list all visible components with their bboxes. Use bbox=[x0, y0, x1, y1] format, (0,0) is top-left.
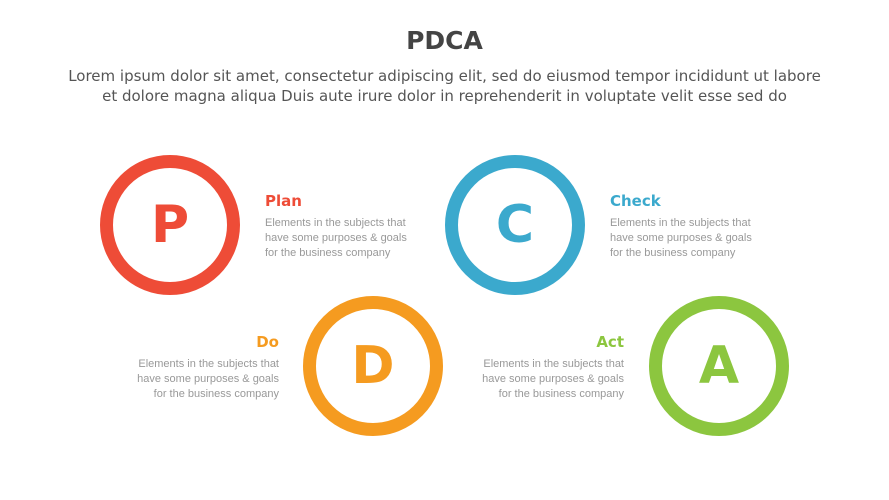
step-description: Elements in the subjects that have some purposes & goals for the business company bbox=[137, 358, 279, 400]
subtitle bbox=[0, 66, 889, 106]
step-label: Act bbox=[596, 333, 624, 351]
act-circle: A bbox=[649, 296, 789, 436]
act-block bbox=[454, 333, 624, 402]
plan-circle: P bbox=[100, 155, 240, 295]
step-label: Do bbox=[256, 333, 279, 351]
check-circle: C bbox=[445, 155, 585, 295]
subtitle-line: et dolore magna aliqua Duis aute irure dolor in reprehenderit in voluptate velit esse sed do bbox=[102, 87, 787, 105]
do-block bbox=[109, 333, 279, 402]
step-description: Elements in the subjects that have some purposes & goals for the business company bbox=[610, 217, 752, 259]
step-description: Elements in the subjects that have some purposes & goals for the business company bbox=[265, 217, 407, 259]
check-block bbox=[610, 192, 780, 261]
plan-block bbox=[265, 192, 435, 261]
subtitle-line: Lorem ipsum dolor sit amet, consectetur adipiscing elit, sed do eiusmod tempor incididunt ut labore bbox=[68, 67, 821, 85]
step-label: Plan bbox=[265, 192, 302, 210]
page-title: PDCA bbox=[406, 26, 483, 55]
step-description: Elements in the subjects that have some purposes & goals for the business company bbox=[482, 358, 624, 400]
do-circle: D bbox=[303, 296, 443, 436]
step-label: Check bbox=[610, 192, 661, 210]
